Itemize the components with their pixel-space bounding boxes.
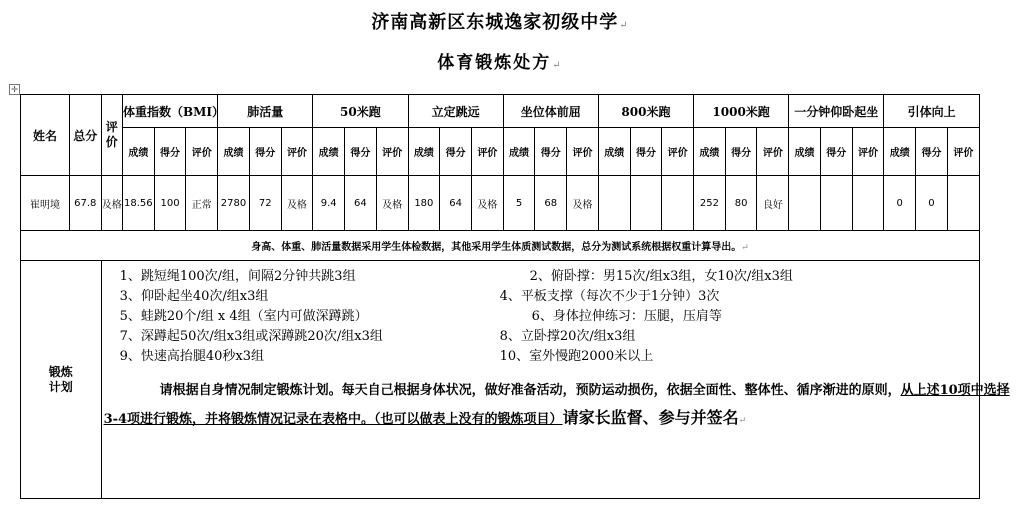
sub-score: 成绩: [598, 128, 630, 176]
student-eval: 及格: [101, 176, 122, 231]
student-total: 67.8: [69, 176, 101, 231]
sub-score: 成绩: [503, 128, 535, 176]
school-name: [0, 8, 1000, 34]
instruction-line-3: 请家长监督、参与并签: [562, 408, 723, 427]
plan-item-7: 7、深蹲起50次/组x3组或深蹲跳20次/组x3组: [119, 329, 383, 344]
group-vital-capacity: 肺活量: [218, 95, 313, 128]
sub-points: 得分: [535, 128, 567, 176]
sub-eval: 评价: [947, 128, 979, 176]
sub-eval: 评价: [376, 128, 408, 176]
jump-score: 180: [408, 176, 440, 231]
plan-instructions: [104, 377, 1019, 435]
paragraph-mark-icon: ↵: [738, 416, 747, 426]
run50-eval: 及格: [376, 176, 408, 231]
run1000-score: 252: [694, 176, 726, 231]
sub-eval: 评价: [186, 128, 218, 176]
plan-item-2: 2、俯卧撑：男15次/组x3组，女10次/组x3组: [529, 269, 793, 284]
instruction-line-1: 请根据自身情况制定锻炼计划。每天自己根据身体状况，做好准备活动，预防运动损伤，依据全面性、整体性、循序渐进的原则，: [159, 383, 901, 398]
run50-score: 9.4: [313, 176, 345, 231]
plan-item-6: 6、身体拉伸练习：压腿，压肩等: [531, 309, 722, 324]
bmi-eval: 正常: [186, 176, 218, 231]
group-800m: 800米跑: [598, 95, 693, 128]
sub-eval: 评价: [471, 128, 503, 176]
header-name: 姓名: [21, 95, 70, 176]
student-name: 崔明境: [21, 176, 70, 231]
sub-eval: 评价: [662, 128, 694, 176]
situp-score: [789, 176, 821, 231]
sub-score: 成绩: [694, 128, 726, 176]
sub-points: 得分: [345, 128, 377, 176]
header-eval: 评价: [101, 95, 122, 176]
sub-score: 成绩: [122, 128, 154, 176]
sub-points: 得分: [820, 128, 852, 176]
document-title: [0, 48, 1000, 73]
jump-points: 64: [440, 176, 472, 231]
run800-eval: [662, 176, 694, 231]
run800-score: [598, 176, 630, 231]
sub-eval: 评价: [852, 128, 884, 176]
run50-points: 64: [345, 176, 377, 231]
fitness-table: [20, 94, 1010, 499]
plan-label: [21, 261, 102, 499]
vc-points: 72: [249, 176, 281, 231]
instruction-line-4: 名: [722, 408, 739, 427]
data-source-note: [21, 231, 980, 261]
paragraph-mark-icon: ↵: [552, 60, 563, 71]
table-row: [21, 176, 980, 231]
paragraph-mark-icon: ↵: [619, 20, 629, 31]
sub-points: 得分: [916, 128, 948, 176]
reach-eval: 及格: [567, 176, 599, 231]
data-source-note-text: 身高、体重、肺活量数据采用学生体检数据，其他采用学生体质测试数据，总分为测试系统根据权重计算导出。: [251, 242, 742, 253]
sub-points: 得分: [249, 128, 281, 176]
plan-item-8: 8、立卧撑20次/组x3组: [499, 329, 636, 344]
bmi-points: 100: [154, 176, 186, 231]
vc-eval: 及格: [281, 176, 313, 231]
pullup-score: 0: [884, 176, 916, 231]
header-row-sub: [21, 128, 980, 176]
paragraph-mark-icon: ↵: [741, 243, 749, 253]
pullup-eval: [947, 176, 979, 231]
group-50m: 50米跑: [313, 95, 408, 128]
sub-eval: 评价: [757, 128, 789, 176]
plan-area: [102, 261, 1010, 484]
bmi-score: 18.56: [122, 176, 154, 231]
group-long-jump: 立定跳远: [408, 95, 503, 128]
header-total: 总分: [69, 95, 101, 176]
sub-score: 成绩: [313, 128, 345, 176]
plan-item-5: 5、蛙跳20个/组 x 4组（室内可做深蹲跳）: [119, 309, 368, 324]
sub-points: 得分: [725, 128, 757, 176]
sub-score: 成绩: [218, 128, 250, 176]
situp-eval: [852, 176, 884, 231]
note-row: [21, 231, 980, 261]
plan-label-line-2: 计划: [48, 379, 73, 394]
sub-points: 得分: [154, 128, 186, 176]
group-sit-reach: 坐位体前屈: [503, 95, 598, 128]
table-move-handle-icon[interactable]: ✛: [9, 84, 20, 95]
sub-eval: 评价: [567, 128, 599, 176]
plan-item-10: 10、室外慢跑2000米以上: [499, 349, 654, 364]
vc-score: 2780: [218, 176, 250, 231]
plan-item-3: 3、仰卧起坐40次/组x3组: [119, 289, 269, 304]
group-1000m: 1000米跑: [694, 95, 789, 128]
sub-points: 得分: [440, 128, 472, 176]
jump-eval: 及格: [471, 176, 503, 231]
run800-points: [630, 176, 662, 231]
sub-score: 成绩: [408, 128, 440, 176]
pullup-points: 0: [916, 176, 948, 231]
header-row-groups: [21, 95, 980, 128]
plan-item-4: 4、平板支撑（每次不少于1分钟）3次: [499, 289, 720, 304]
sub-points: 得分: [630, 128, 662, 176]
plan-item-9: 9、快速高抬腿40秒x3组: [119, 349, 264, 364]
plan-content: [101, 261, 1010, 499]
sub-eval: 评价: [281, 128, 313, 176]
reach-points: 68: [535, 176, 567, 231]
plan-item-1: 1、跳短绳100次/组，间隔2分钟共跳3组: [119, 269, 356, 284]
group-pullups: 引体向上: [884, 95, 980, 128]
school-name-text: 济南高新区东城逸家初级中学: [371, 12, 619, 33]
sub-score: 成绩: [789, 128, 821, 176]
group-situps: 一分钟仰卧起坐: [789, 95, 884, 128]
run1000-points: 80: [725, 176, 757, 231]
run1000-eval: 良好: [757, 176, 789, 231]
reach-score: 5: [503, 176, 535, 231]
document-title-text: 体育锻炼处方: [437, 53, 552, 73]
situp-points: [820, 176, 852, 231]
instruction-line-2: 从上述10项中选择3-4项进行锻炼，并将锻炼情况记录在表格中。（也可以做表上没有的锻炼项目）: [103, 383, 1010, 427]
plan-row: [21, 261, 980, 499]
sub-score: 成绩: [884, 128, 916, 176]
group-bmi: 体重指数（BMI）: [122, 95, 217, 128]
plan-label-line-1: 锻炼: [48, 364, 73, 379]
